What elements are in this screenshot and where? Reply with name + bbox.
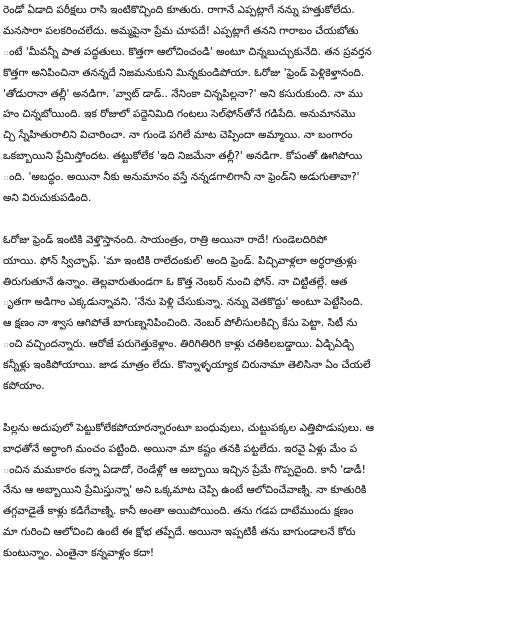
text-line: ఆ క్షణం నా శ్వాస ఆగిపోతే బాగుణ్ననిపించింది. నెంబర్ పోలీసులకిచ్చి కేసు పెట్టా. సిటీ ను	[3, 317, 358, 330]
text-line: 'తోడురానా తల్లీ' అనడిగా. 'వ్వాట్ డాడ్.. నేనింకా చిన్నపిల్లనా?' అని కసురుకుంది. నా ము	[3, 87, 363, 100]
paragraph-3	[3, 418, 507, 564]
text-line: మనసారా పలకరించలేదు. అమ్మపైనా ప్రేమ చూపదే! ఎప్పట్లాగే తనని గారాబం చేయబోతు	[3, 24, 359, 37]
text-line: కపోయాం.	[3, 380, 45, 393]
text-line: చ్చి స్నేహితురాలిని విచారించా. నా గుండె పగిలే మాట చెప్పిందా అమ్మాయి. నా బంగారం	[3, 129, 353, 142]
text-line: ంచిన మమకారం కన్నా ఏడాదో, రెండేళ్లో ఆ అబ్బాయి ఇచ్చిన ప్రేమే గొప్పదైంది. కానీ 'డాడీ!	[3, 463, 366, 476]
text-line: ంటే 'మీవన్నీ పాత పద్ధతులు. కొత్తగా ఆలోచించండి' అంటూ చిన్నబుచ్చుకునేది. తన ప్రవర్తన	[3, 45, 372, 58]
text-line: పిల్లను అదుపులో పెట్టుకోలేకపోయారన్నారంటూ బంధువులు, చుట్టుపక్కల ఎత్తిపొడుపులు. ఆ	[3, 421, 374, 434]
text-line: అని విరుచుకుపడింది.	[3, 192, 92, 205]
text-line: యాయి. ఫోన్ స్విచ్ఛాఫ్. 'మా ఇంటికి రాలేదంకుల్' అంది ఫ్రెండ్. పిచ్చివాళ్లలా అర్ధరాత్రుళ్లు	[3, 254, 357, 267]
text-line: కొత్తగా అనిపించినా తనన్నదే నిజమనుకుని మిన్నకుండిపోయా. ఓరోజు 'ఫ్రెండ్ పెళ్లికెళ్తానంది.	[3, 66, 365, 79]
text-line: కన్నీళ్లు ఇంకిపోయాయి. జాడ మాత్రం లేదు. కొన్నాళ్ళయ్యాక చిరునామా తెలిసినా ఏం చేయలే	[3, 359, 371, 372]
text-line: తగ్గవాడైతే కాళ్లు కడిగేవాణ్ని. కానీ అంతా అయిపోయింది. తను గడప దాటేముందు క్షణం	[3, 505, 354, 518]
paragraph-gap	[3, 209, 507, 230]
text-line: ృతగా అడిగాం ఎక్కడున్నావని. 'నేను పెళ్లి చేసుకున్నా. నన్ను వెతకొద్దు' అంటూ పెట్టేసింది.	[3, 296, 363, 309]
text-line: ంచి వచ్చిందన్నారు. ఆరోజే పరుగెత్తుకెళ్లాం. తిరిగితిరిగి కాళ్లు చతికిలబడ్డాయి. ఏడ్చిఏడ్చి	[3, 338, 354, 351]
text-line: ఓరోజు ఫ్రెండ్ ఇంటికి వెళ్తొస్తానంది. సాయంత్రం, రాత్రి అయినా రాదే! గుండెలదిరిపో	[3, 233, 327, 246]
document-body	[3, 0, 507, 564]
text-line: ంది. 'అబద్ధం. అయినా నీకు అనుమానం వస్తే నన్నడగాలిగానీ నా ఫ్రెండ్‌ని అడుగుతావా?'	[3, 171, 360, 184]
text-line: రెండో ఏడాది పరీక్షలు రాసి ఇంటికొచ్చింది కూతురు. రాగానే ఎప్పట్లాగే నన్ను హత్తుకోలేదు.	[3, 4, 355, 16]
text-line: నేను ఆ అబ్బాయిని ప్రేమిస్తున్నా' అని ఒక్కమాట చెప్పి ఉంటే ఆలోచించేవాణ్ని. నా కూతురికి	[3, 484, 367, 497]
text-line: హం చిన్నబోయింది. ఇక రోజులో పద్దెనిమిది గంటలు సెల్‌ఫోన్‌తోనే గడిపేది. అనుమానమొ	[3, 108, 356, 121]
text-line: మా గురించి ఆలోచించి ఉంటే ఈ క్షోభ తప్పేదే. అయినా ఇప్పటికీ తను బాగుండాలనే కోరు	[3, 526, 356, 539]
paragraph-2	[3, 230, 507, 397]
paragraph-1	[3, 0, 507, 209]
text-line: కుంటున్నాం. ఎంతైనా కన్నవాళ్లం కదా!	[3, 547, 155, 560]
text-line: తిరుగుతూనే ఉన్నాం. తెల్లవారుతుండగా ఓ కొత్త నెంబర్ నుంచి ఫోన్. నా చిట్టితల్లే. ఆత	[3, 275, 348, 288]
paragraph-gap	[3, 397, 507, 418]
text-line: ఒకబ్బాయిని ప్రేమిస్తోందట. తట్టుకోలేక 'ఇది నిజమేనా తల్లీ?' అనడిగా. కోపంతో ఊగిపోయి	[3, 150, 363, 163]
text-line: బాధతోనే అర్ధాంగి మంచం పట్టింది. అయినా మా కష్టం తనకి పట్టలేదు. ఇరవై ఏళ్లు మేం ప	[3, 442, 358, 455]
